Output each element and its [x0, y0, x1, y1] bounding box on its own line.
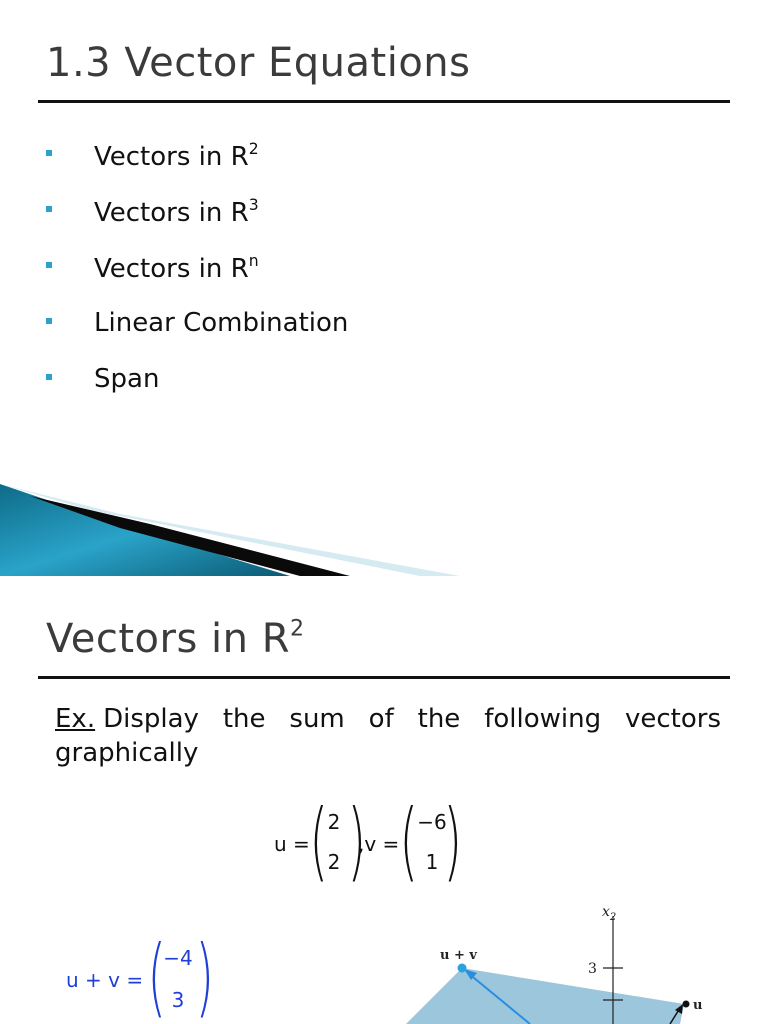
v-label: ,v =: [358, 832, 400, 856]
bullet-square-icon: [46, 262, 52, 268]
v-right-paren: ): [443, 791, 463, 891]
example-text: Display the sum of the following vectors graphically: [55, 704, 721, 768]
u-point: [683, 1001, 690, 1008]
tick-label-3: 3: [588, 961, 597, 977]
topic-text: Vectors in R: [94, 197, 249, 228]
sum-vector: [64, 927, 224, 1024]
slide-2-title-text: Vectors in R: [46, 616, 290, 662]
slide-2: [0, 576, 768, 1024]
topic-superscript: 2: [248, 140, 259, 158]
u-label: u =: [274, 832, 310, 856]
v-entry-2: 1: [425, 850, 439, 874]
title-underline: [38, 100, 730, 103]
u-point-label: u: [693, 998, 703, 1013]
v-left-paren: (: [399, 791, 419, 891]
u-right-paren: ): [347, 791, 367, 891]
example-prompt: [55, 702, 721, 770]
topic-text: Vectors in R: [94, 141, 249, 172]
topic-superscript: n: [248, 252, 259, 270]
slide-2-title-superscript: 2: [290, 616, 305, 642]
topic-text: Span: [94, 364, 160, 394]
sum-point-label: u + v: [440, 948, 477, 963]
example-label: Ex.: [55, 704, 96, 734]
sum-right-paren: ): [195, 927, 215, 1024]
topic-text: Linear Combination: [94, 308, 349, 338]
u-entry-2: 2: [327, 850, 341, 874]
slide-2-title: [46, 616, 305, 662]
title-underline: [38, 676, 730, 679]
bullet-square-icon: [46, 150, 52, 156]
sum-entry-1: −4: [163, 946, 193, 970]
sum-entry-2: 3: [171, 988, 185, 1012]
topic-text: Vectors in R: [94, 253, 249, 284]
topic-superscript: 3: [248, 196, 259, 214]
vector-sum-graph: [380, 896, 768, 1024]
slide-1-title: 1.3 Vector Equations: [46, 40, 471, 86]
parallelogram-region: [406, 968, 684, 1024]
u-left-paren: (: [309, 791, 329, 891]
v-entry-1: −6: [417, 810, 447, 834]
sum-point: [458, 964, 467, 973]
sum-left-paren: (: [147, 927, 167, 1024]
bullet-square-icon: [46, 206, 52, 212]
vector-definitions: [270, 791, 470, 891]
bullet-square-icon: [46, 374, 52, 380]
decorative-swoosh: [0, 470, 768, 576]
u-entry-1: 2: [327, 810, 341, 834]
sum-label: u + v =: [66, 968, 144, 992]
bullet-square-icon: [46, 318, 52, 324]
x2-axis-label: $x_2$: [602, 904, 617, 923]
